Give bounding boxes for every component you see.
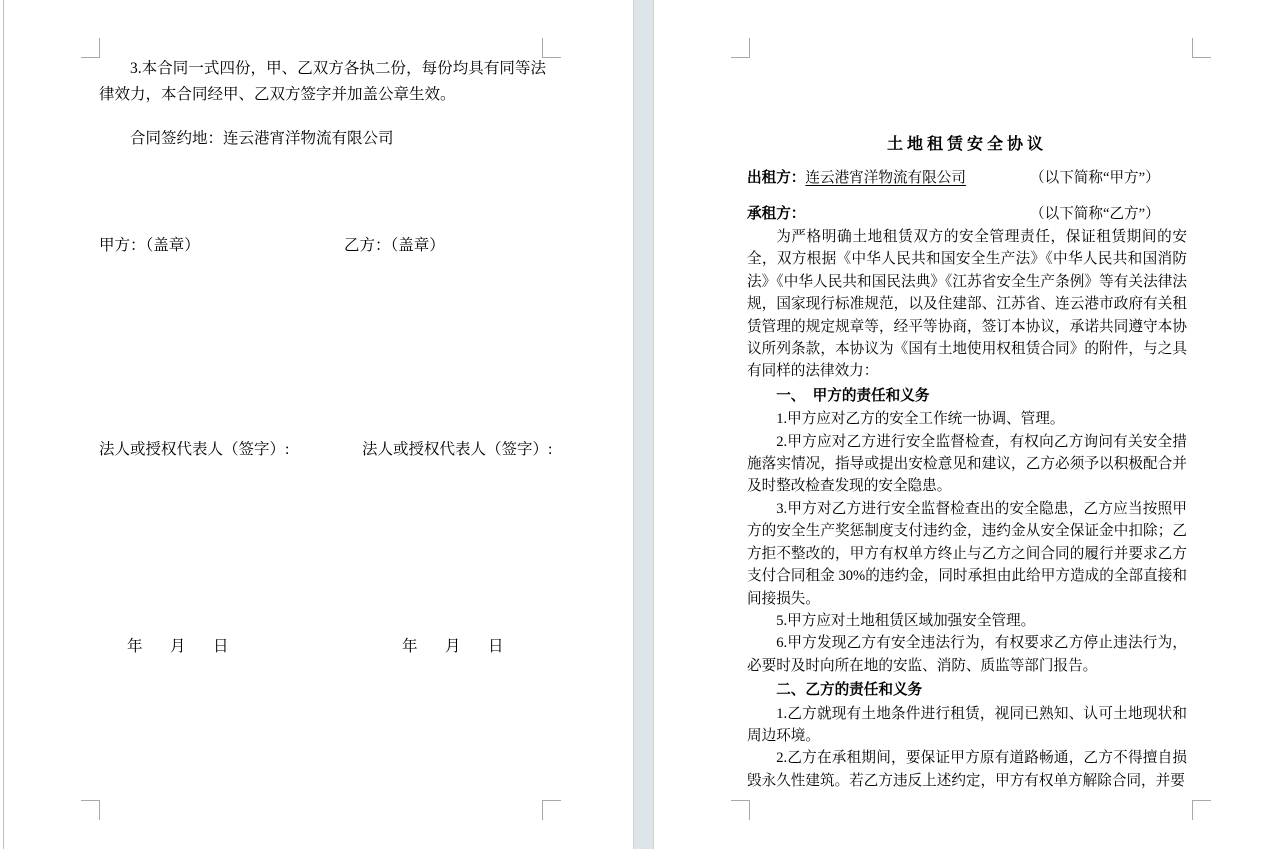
- page-2[interactable]: [654, 0, 1284, 849]
- margin-crop-mark-bottom-left-icon: [731, 800, 750, 820]
- lessee-line[interactable]: [747, 203, 1187, 225]
- contract-clause[interactable]: 1.乙方就现有土地条件进行租赁，视同已熟知、认可土地现状和周边环境。: [747, 705, 1187, 744]
- page-1[interactable]: [4, 0, 633, 849]
- party-b-date-line[interactable]: 年 月 日: [402, 638, 510, 655]
- page-gap: [633, 0, 654, 849]
- contract-clause[interactable]: 6.甲方发现乙方有安全违法行为，有权要求乙方停止违法行为，必要时及时向所在地的安监、消防、质监等部门报告。: [747, 635, 1187, 674]
- margin-crop-mark-bottom-left-icon: [81, 800, 100, 820]
- party-a-date-line[interactable]: 年 月 日: [127, 638, 235, 655]
- contract-clause[interactable]: 1.甲方应对乙方的安全工作统一协调、管理。: [776, 411, 1065, 428]
- contract-clause[interactable]: 2.甲方应对乙方进行安全监督检查，有权向乙方询问有关安全措施落实情况，指导或提出安检意见和建议，乙方必须予以积极配合并及时整改检查发现的安全隐患。: [747, 433, 1187, 495]
- contract-clause[interactable]: 5.甲方应对土地租赁区域加强安全管理。: [776, 612, 1036, 629]
- lessee-label: 承租方：: [747, 206, 806, 222]
- lessor-line[interactable]: [747, 167, 1187, 189]
- agreement-body[interactable]: [747, 226, 1187, 792]
- section-2-items: [747, 703, 1187, 793]
- margin-crop-mark-bottom-right-icon: [1192, 800, 1211, 820]
- agreement-title: 土地租赁安全协议: [886, 136, 1047, 153]
- margin-crop-mark-bottom-right-icon: [542, 800, 561, 820]
- section-2-heading[interactable]: 二、乙方的责任和义务: [776, 682, 923, 699]
- lessee-alias: （以下简称“乙方”）: [1030, 206, 1160, 222]
- lessor-alias: （以下简称“甲方”）: [1030, 170, 1160, 186]
- section-1-items: [747, 408, 1187, 677]
- lessor-company-name[interactable]: 连云港宵洋物流有限公司: [805, 170, 966, 186]
- margin-crop-mark-top-left-icon: [81, 38, 100, 58]
- margin-crop-mark-top-right-icon: [1192, 38, 1211, 58]
- party-b-seal-label[interactable]: 乙方：（盖章）: [344, 237, 445, 254]
- preamble-paragraph[interactable]: 为严格明确土地租赁双方的安全管理责任，保证租赁期间的安全，双方根据《中华人民共和国安全生产法》《中华人民共和国消防法》《中华人民共和国民法典》《江苏省安全生产条例》等有关法律法规，国家现行标准规范，以及住建部、江苏省、连云港市政府有关租赁管理的规定规章等，经平等协商，签订本协议，承诺共同遵守本协议所列条款，本协议为《国有土地使用权租赁合同》的附件，与之具有同样的法律效力：: [747, 229, 1187, 380]
- margin-crop-mark-top-right-icon: [542, 38, 561, 58]
- party-a-seal-label[interactable]: 甲方：（盖章）: [99, 237, 200, 254]
- margin-crop-mark-top-left-icon: [731, 38, 750, 58]
- contract-clause[interactable]: 2.乙方在承租期间，要保证甲方原有道路畅通，乙方不得擅自损毁永久性建筑。若乙方违反上述约定，甲方有权单方解除合同，并要: [747, 750, 1187, 789]
- signing-place-line[interactable]: 合同签约地：连云港宵洋物流有限公司: [130, 130, 394, 147]
- section-1-heading[interactable]: 一、 甲方的责任和义务: [776, 387, 930, 404]
- lessor-label: 出租方：: [747, 170, 806, 186]
- clause-counterparts[interactable]: 3.本合同一式四份，甲、乙双方各执二份，每份均具有同等法律效力，本合同经甲、乙双方签字并加盖公章生效。: [99, 60, 546, 103]
- contract-clause[interactable]: 3.甲方对乙方进行安全监督检查出的安全隐患，乙方应当按照甲方的安全生产奖惩制度支付违约金，违约金从安全保证金中扣除；乙方拒不整改的，甲方有权单方终止与乙方之间合同的履行并要求乙方支付合同租金 30%的违约金，同时承担由此给甲方造成的全部直接和间接损失。: [747, 500, 1187, 607]
- party-b-representative-sign-label[interactable]: 法人或授权代表人（签字）:: [362, 441, 553, 458]
- party-a-representative-sign-label[interactable]: 法人或授权代表人（签字）:: [99, 441, 290, 458]
